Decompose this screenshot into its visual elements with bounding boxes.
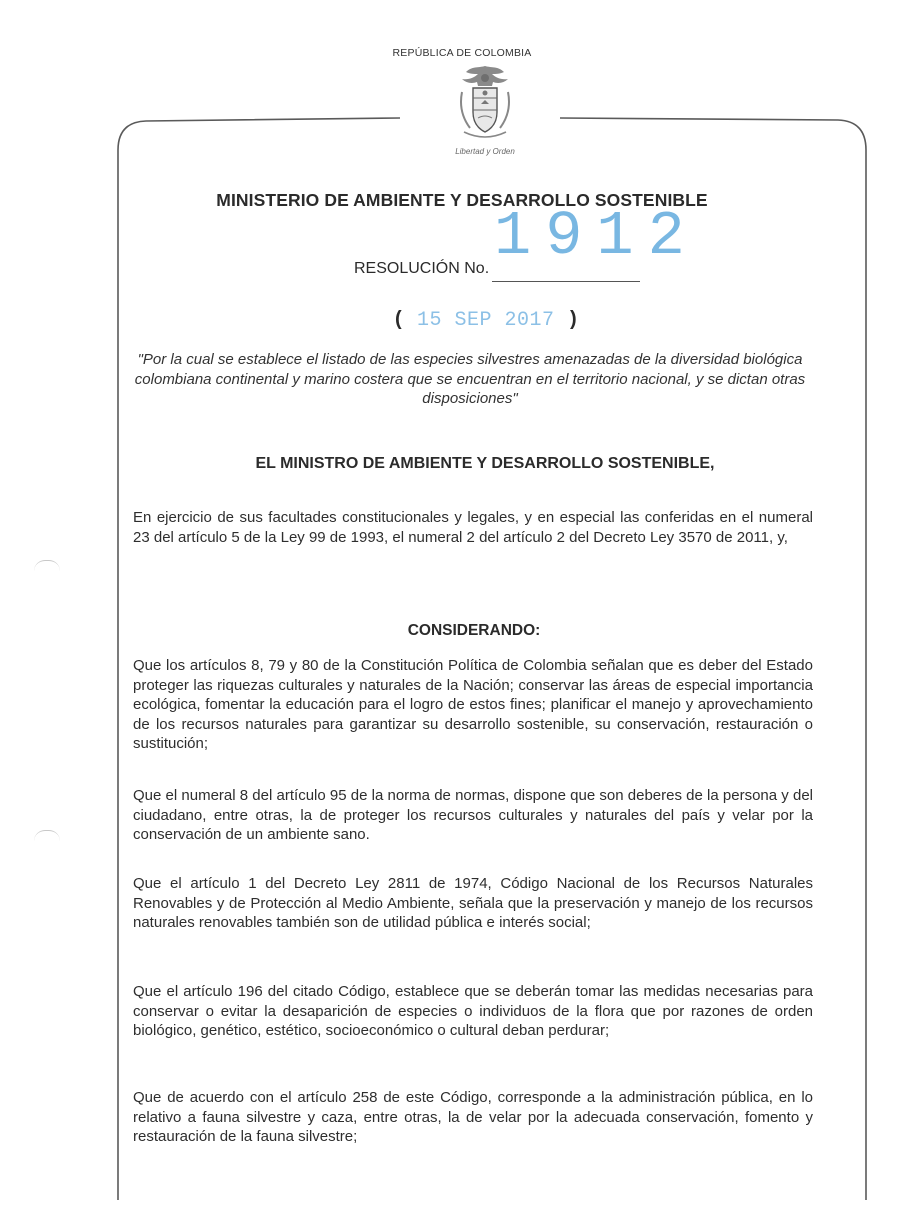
motto-label: Libertad y Orden — [455, 147, 515, 156]
paragraph-5: Que de acuerdo con el artículo 258 de este Código, corresponde a la administración pública, en lo relativo a fauna silvestre y caza, entre otras, la de velar por la adecuada conservación, fomento y restauración de la fauna silvestre; — [133, 1089, 813, 1145]
coat-of-arms-icon — [448, 62, 522, 148]
resolution-subtitle: "Por la cual se establece el listado de las especies silvestres amenazadas de la diversidad biológica colombiana continental y marino costera que se encuentran en el territorio nacional, y se dictan otras disposiciones" — [134, 351, 806, 407]
paragraph-1: Que los artículos 8, 79 y 80 de la Constitución Política de Colombia señalan que es deber del Estado proteger las riquezas culturales y naturales de la Nación; conservar las áreas de especial importancia ecológica, fomentar la educación para el logro de estos fines; planificar el manejo y aprovechamiento de los recursos naturales para garantizar su desarrollo sostenible, su conservación, restauración o sustitución; — [133, 657, 813, 752]
date-paren-open: ( — [395, 308, 402, 330]
republic-label: REPÚBLICA DE COLOMBIA — [392, 47, 532, 59]
minister-heading: EL MINISTRO DE AMBIENTE Y DESARROLLO SOSTENIBLE, — [255, 455, 715, 472]
date-stamp: 15 SEP 2017 — [417, 309, 555, 332]
resolution-label: RESOLUCIÓN No. — [354, 260, 490, 277]
ministry-title: MINISTERIO DE AMBIENTE Y DESARROLLO SOSTENIBLE — [216, 190, 708, 210]
binder-hole-mark — [34, 830, 60, 841]
resolution-underline — [492, 281, 640, 282]
preamble-paragraph: En ejercicio de sus facultades constitucionales y legales, y en especial las conferidas en el numeral 23 del artículo 5 de la Ley 99 de 1993, el numeral 2 del artículo 2 del Decreto Ley 3570 de 2011, y, — [133, 509, 813, 546]
resolution-number-stamp: 1912 — [494, 201, 699, 272]
considerando-heading: CONSIDERANDO: — [407, 622, 541, 639]
date-paren-close: ) — [570, 308, 577, 330]
paragraph-3: Que el artículo 1 del Decreto Ley 2811 de 1974, Código Nacional de los Recursos Naturales Renovables y de Protección al Medio Ambiente, señala que la preservación y manejo de los recursos naturales renovables también son de utilidad pública e interés social; — [133, 875, 813, 931]
paragraph-4: Que el artículo 196 del citado Código, establece que se deberán tomar las medidas necesarias para conservar o evitar la desaparición de especies o individuos de la flora que por razones de orden biológico, genético, estético, socioeconómico o cultural deban perdurar; — [133, 983, 813, 1039]
paragraph-2: Que el numeral 8 del artículo 95 de la norma de normas, dispone que son deberes de la persona y del ciudadano, entre otras, la de proteger los recursos culturales y naturales del país y velar por la conservación de un ambiente sano. — [133, 787, 813, 843]
binder-hole-mark — [34, 560, 60, 571]
